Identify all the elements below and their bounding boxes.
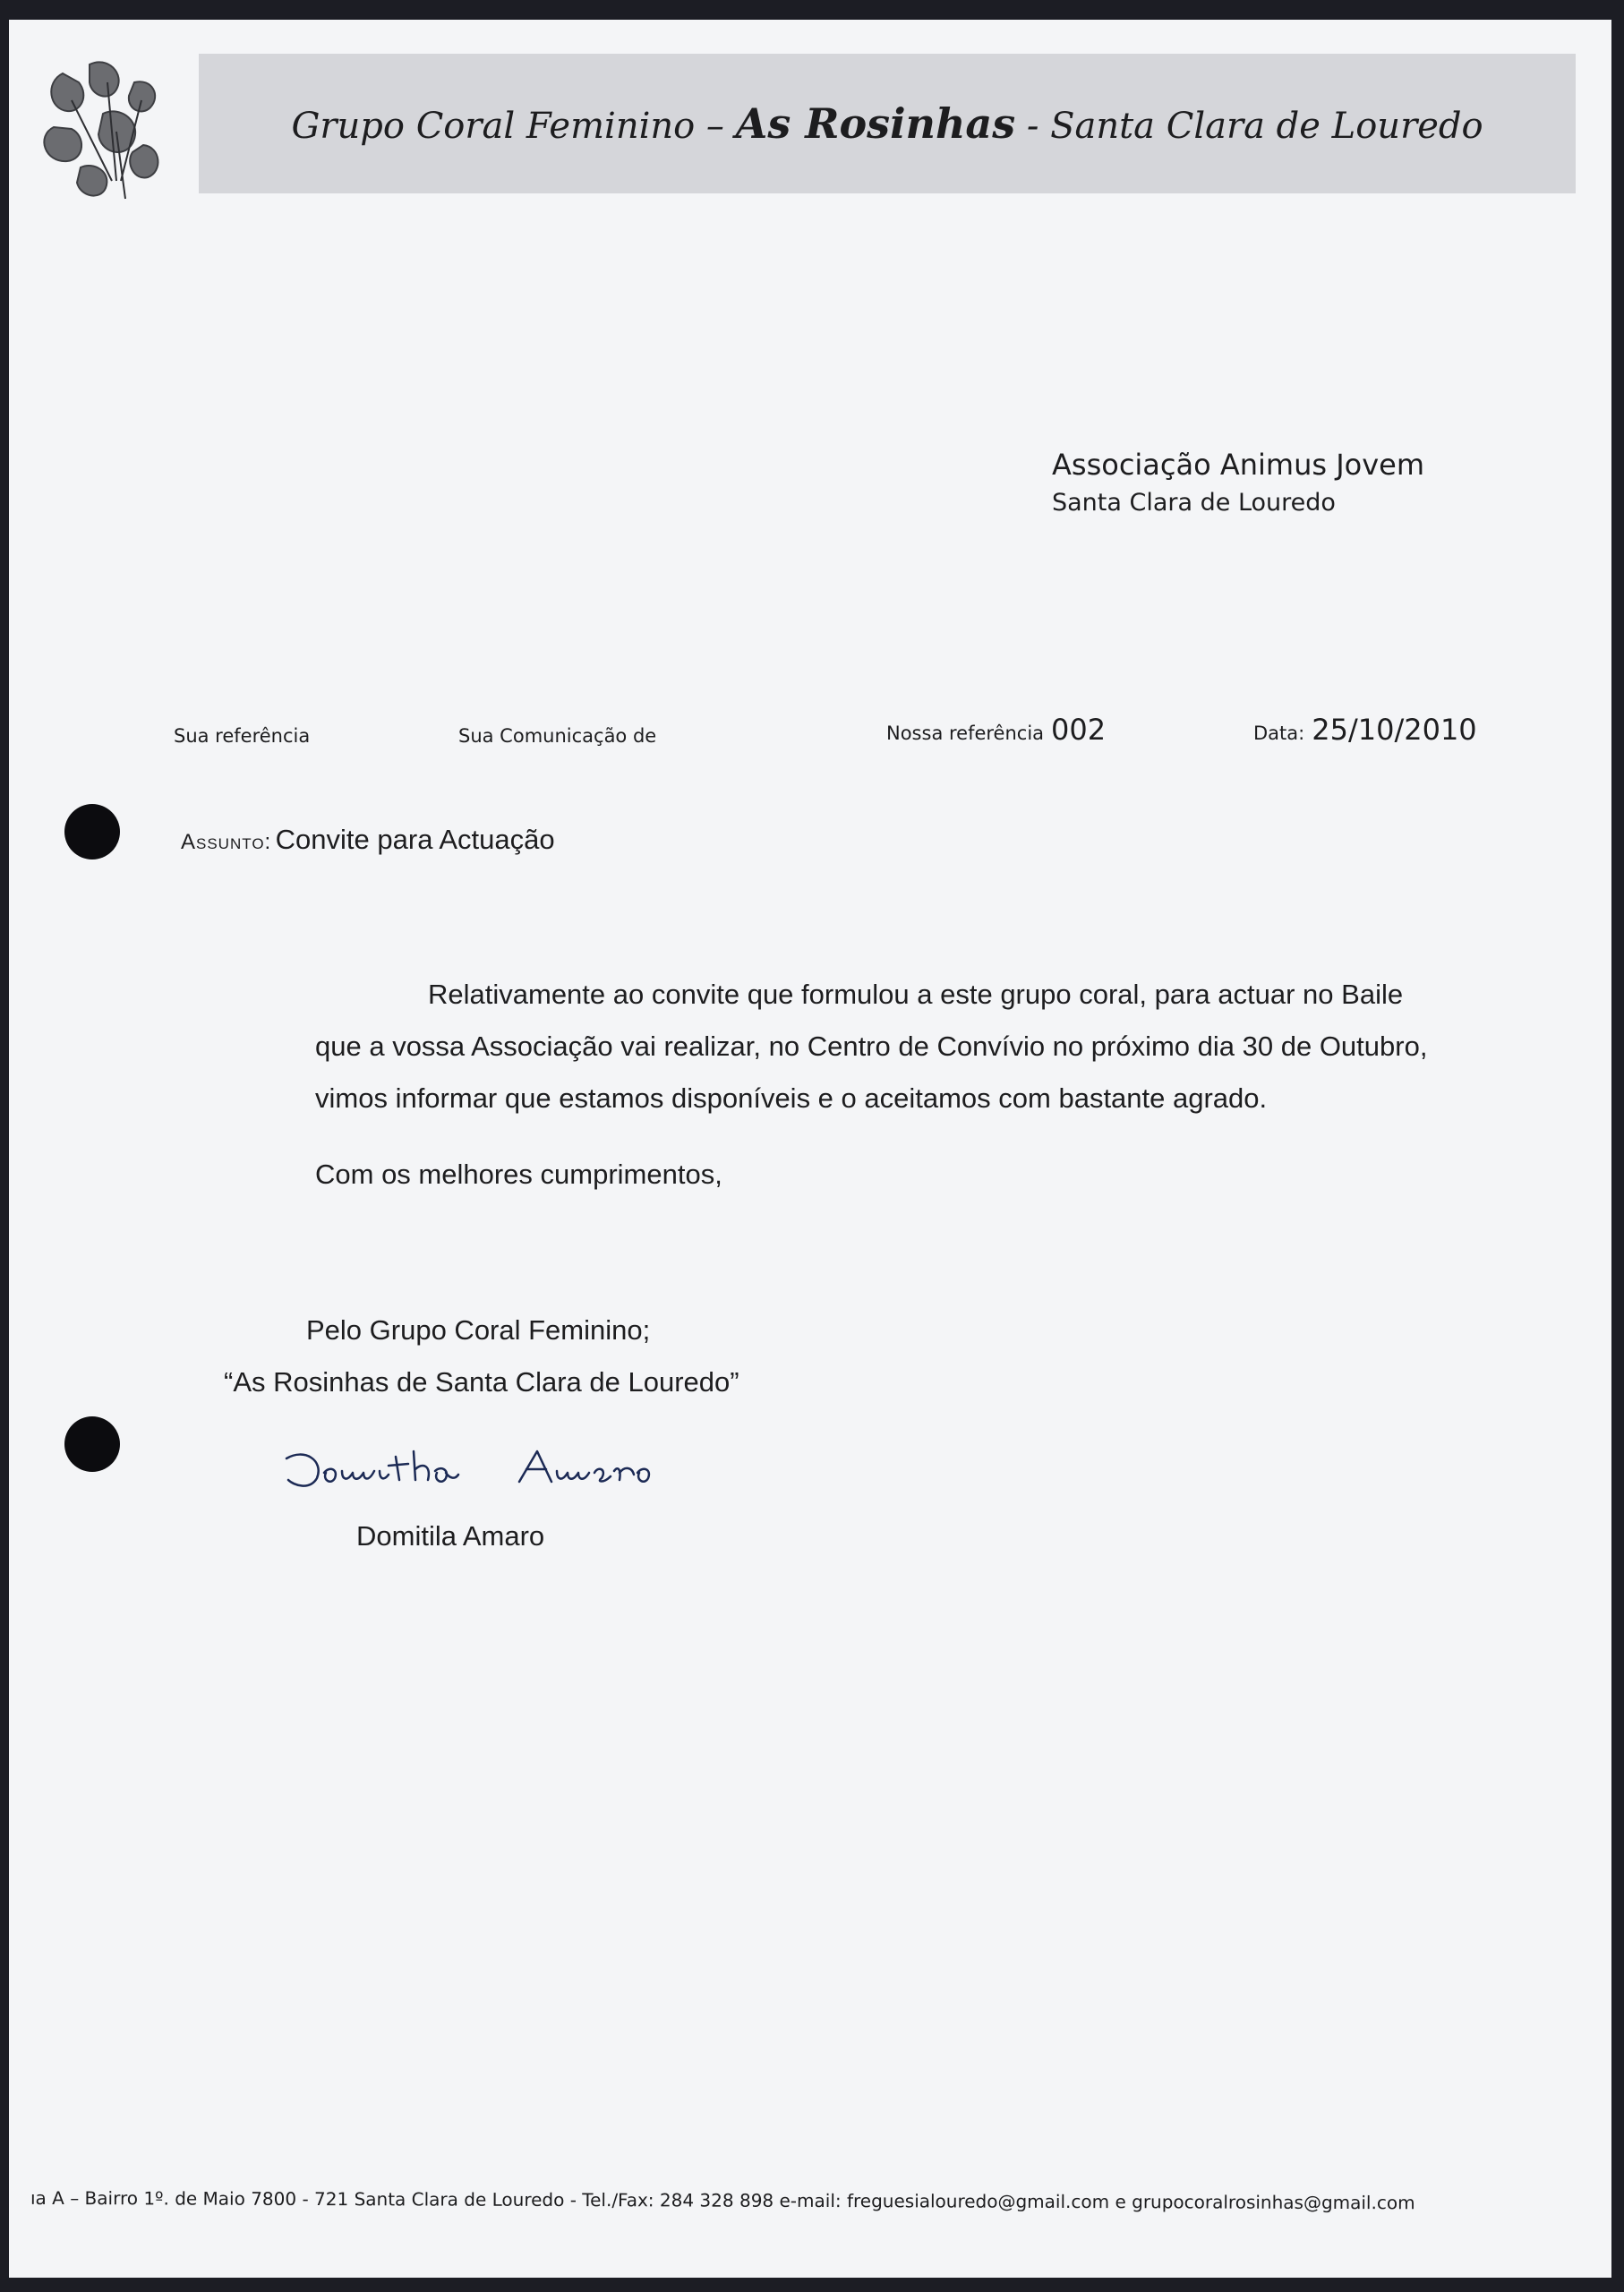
subject-label: Assunto: <box>181 830 272 854</box>
signature-org-line-2: “As Rosinhas de Santa Clara de Louredo” <box>224 1366 739 1398</box>
sua-referencia-label: Sua referência <box>174 725 311 747</box>
flower-bouquet-icon <box>27 47 188 217</box>
letter-page <box>9 20 1611 2278</box>
letterhead-title <box>291 99 1483 148</box>
title-strong: As Rosinhas <box>735 99 1016 148</box>
closing-salutation: Com os melhores cumprimentos, <box>315 1159 722 1190</box>
title-prefix: Grupo Coral Feminino – <box>291 106 724 147</box>
letter-body <box>315 969 1524 1125</box>
recipient-block <box>1052 448 1424 517</box>
body-line-2: que a vossa Associação vai realizar, no Centro de Convívio no próximo dia 30 de Outubro, <box>315 1031 1428 1062</box>
punch-hole-top <box>64 804 120 860</box>
sua-comunicacao-label: Sua Comunicação de <box>458 725 657 747</box>
letter-date <box>1253 713 1477 747</box>
punch-hole-bottom <box>64 1416 120 1472</box>
date-label: Data: <box>1253 723 1305 744</box>
letterhead-band <box>199 54 1576 193</box>
signature-org-line-1: Pelo Grupo Coral Feminino; <box>306 1314 651 1346</box>
sua-referencia <box>174 725 310 747</box>
body-line-1: Relativamente ao convite que formulou a este grupo coral, para actuar no Baile <box>428 979 1404 1010</box>
body-line-3: vimos informar que estamos disponíveis e o aceitamos com bastante agrado. <box>315 1082 1268 1114</box>
subject-line <box>181 824 555 856</box>
letterhead-footer: ıa A – Bairro 1º. de Maio 7800 - 721 Santa Clara de Louredo - Tel./Fax: 284 328 898 e-mail: freguesialouredo@gmail.com e grupocoralrosinhas@gmail.com <box>30 2186 1415 2214</box>
handwritten-signature <box>278 1439 698 1501</box>
date-value: 25/10/2010 <box>1312 713 1477 747</box>
recipient-place: Santa Clara de Louredo <box>1052 489 1336 517</box>
reference-row <box>9 693 1611 747</box>
subject-value: Convite para Actuação <box>275 824 555 855</box>
nossa-referencia-value: 002 <box>1051 713 1107 747</box>
nossa-referencia-label: Nossa referência <box>886 723 1045 744</box>
nossa-referencia <box>886 713 1106 747</box>
title-suffix: - Santa Clara de Louredo <box>1026 106 1483 147</box>
recipient-name: Associação Animus Jovem <box>1052 448 1425 482</box>
sua-comunicacao <box>458 725 656 747</box>
signer-name: Domitila Amaro <box>356 1520 545 1552</box>
